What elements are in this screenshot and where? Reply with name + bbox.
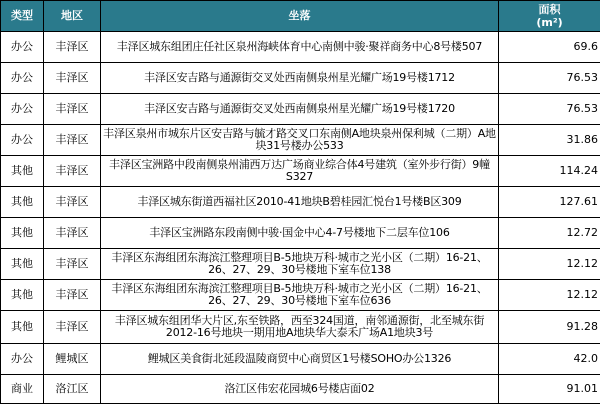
cell-address: 丰泽区城东街道西福社区2010-41地块B碧桂园汇悦台1号楼B区309 bbox=[101, 187, 499, 218]
table-row bbox=[1, 63, 600, 94]
cell-area: 12.12 bbox=[499, 249, 600, 280]
cell-area: 91.01 bbox=[499, 375, 600, 404]
table-row bbox=[1, 249, 600, 280]
cell-area: 12.12 bbox=[499, 280, 600, 311]
table-row bbox=[1, 311, 600, 344]
cell-district: 丰泽区 bbox=[44, 63, 101, 94]
table-header bbox=[1, 1, 600, 32]
table-row bbox=[1, 218, 600, 249]
cell-area: 69.6 bbox=[499, 32, 600, 63]
cell-type: 其他 bbox=[1, 187, 44, 218]
cell-address: 丰泽区安吉路与通源街交叉处西南侧泉州星光耀广场19号楼1720 bbox=[101, 94, 499, 125]
header-row bbox=[1, 1, 600, 32]
table-row bbox=[1, 156, 600, 187]
cell-address: 丰泽区宝洲路东段南侧中骏·国金中心4-7号楼地下二层车位106 bbox=[101, 218, 499, 249]
cell-address: 丰泽区城东组团庄任社区泉州海峡体育中心南侧中骏·聚祥商务中心8号楼507 bbox=[101, 32, 499, 63]
cell-area: 42.0 bbox=[499, 344, 600, 375]
cell-district: 丰泽区 bbox=[44, 311, 101, 344]
table-row bbox=[1, 94, 600, 125]
cell-type: 其他 bbox=[1, 249, 44, 280]
cell-district: 丰泽区 bbox=[44, 249, 101, 280]
cell-address: 丰泽区泉州市城东片区安吉路与毓才路交叉口东南侧A地块泉州保利城（二期）A地块31号楼办公533 bbox=[101, 125, 499, 156]
table-row bbox=[1, 125, 600, 156]
cell-type: 其他 bbox=[1, 280, 44, 311]
cell-district: 丰泽区 bbox=[44, 218, 101, 249]
cell-type: 商业 bbox=[1, 375, 44, 404]
header-address: 坐落 bbox=[101, 1, 499, 32]
cell-area: 12.72 bbox=[499, 218, 600, 249]
cell-area: 31.86 bbox=[499, 125, 600, 156]
cell-type: 其他 bbox=[1, 311, 44, 344]
cell-district: 鲤城区 bbox=[44, 344, 101, 375]
cell-address: 鲤城区美食街北延段温陵商贸中心商贸区1号楼SOHO办公1326 bbox=[101, 344, 499, 375]
header-type: 类型 bbox=[1, 1, 44, 32]
cell-type: 办公 bbox=[1, 125, 44, 156]
header-area-label: 面积 bbox=[538, 3, 561, 16]
header-area bbox=[499, 1, 600, 32]
cell-type: 办公 bbox=[1, 63, 44, 94]
table-row bbox=[1, 344, 600, 375]
cell-address: 丰泽区安吉路与通源街交叉处西南侧泉州星光耀广场19号楼1712 bbox=[101, 63, 499, 94]
cell-address: 丰泽区东海组团东海滨江整理项目B-5地块万科·城市之光小区（二期）16-21、26、27、29、30号楼地下室车位636 bbox=[101, 280, 499, 311]
table-row bbox=[1, 187, 600, 218]
cell-type: 其他 bbox=[1, 218, 44, 249]
header-area-unit: (m²) bbox=[536, 16, 563, 29]
header-district: 地区 bbox=[44, 1, 101, 32]
cell-district: 洛江区 bbox=[44, 375, 101, 404]
table-row bbox=[1, 375, 600, 404]
cell-area: 127.61 bbox=[499, 187, 600, 218]
cell-address: 丰泽区城东组团华大片区,东至铁路，西至324国道，南邻通源街，北至城东街2012-16号地块一期用地A地块华大泰禾广场A1地块3号 bbox=[101, 311, 499, 344]
cell-area: 114.24 bbox=[499, 156, 600, 187]
cell-address: 丰泽区宝洲路中段南侧泉州浦西万达广场商业综合体4号建筑（室外步行街）9幢S327 bbox=[101, 156, 499, 187]
cell-area: 91.28 bbox=[499, 311, 600, 344]
cell-district: 丰泽区 bbox=[44, 156, 101, 187]
table-row bbox=[1, 32, 600, 63]
cell-type: 其他 bbox=[1, 156, 44, 187]
cell-area: 76.53 bbox=[499, 63, 600, 94]
cell-district: 丰泽区 bbox=[44, 32, 101, 63]
cell-address: 洛江区伟宏花园城6号楼店面02 bbox=[101, 375, 499, 404]
cell-area: 76.53 bbox=[499, 94, 600, 125]
cell-type: 办公 bbox=[1, 94, 44, 125]
cell-district: 丰泽区 bbox=[44, 125, 101, 156]
cell-type: 办公 bbox=[1, 32, 44, 63]
table-row bbox=[1, 280, 600, 311]
cell-type: 办公 bbox=[1, 344, 44, 375]
cell-address: 丰泽区东海组团东海滨江整理项目B-5地块万科·城市之光小区（二期）16-21、26、27、29、30号楼地下室车位138 bbox=[101, 249, 499, 280]
cell-district: 丰泽区 bbox=[44, 94, 101, 125]
table-body bbox=[1, 32, 600, 404]
cell-district: 丰泽区 bbox=[44, 280, 101, 311]
cell-district: 丰泽区 bbox=[44, 187, 101, 218]
